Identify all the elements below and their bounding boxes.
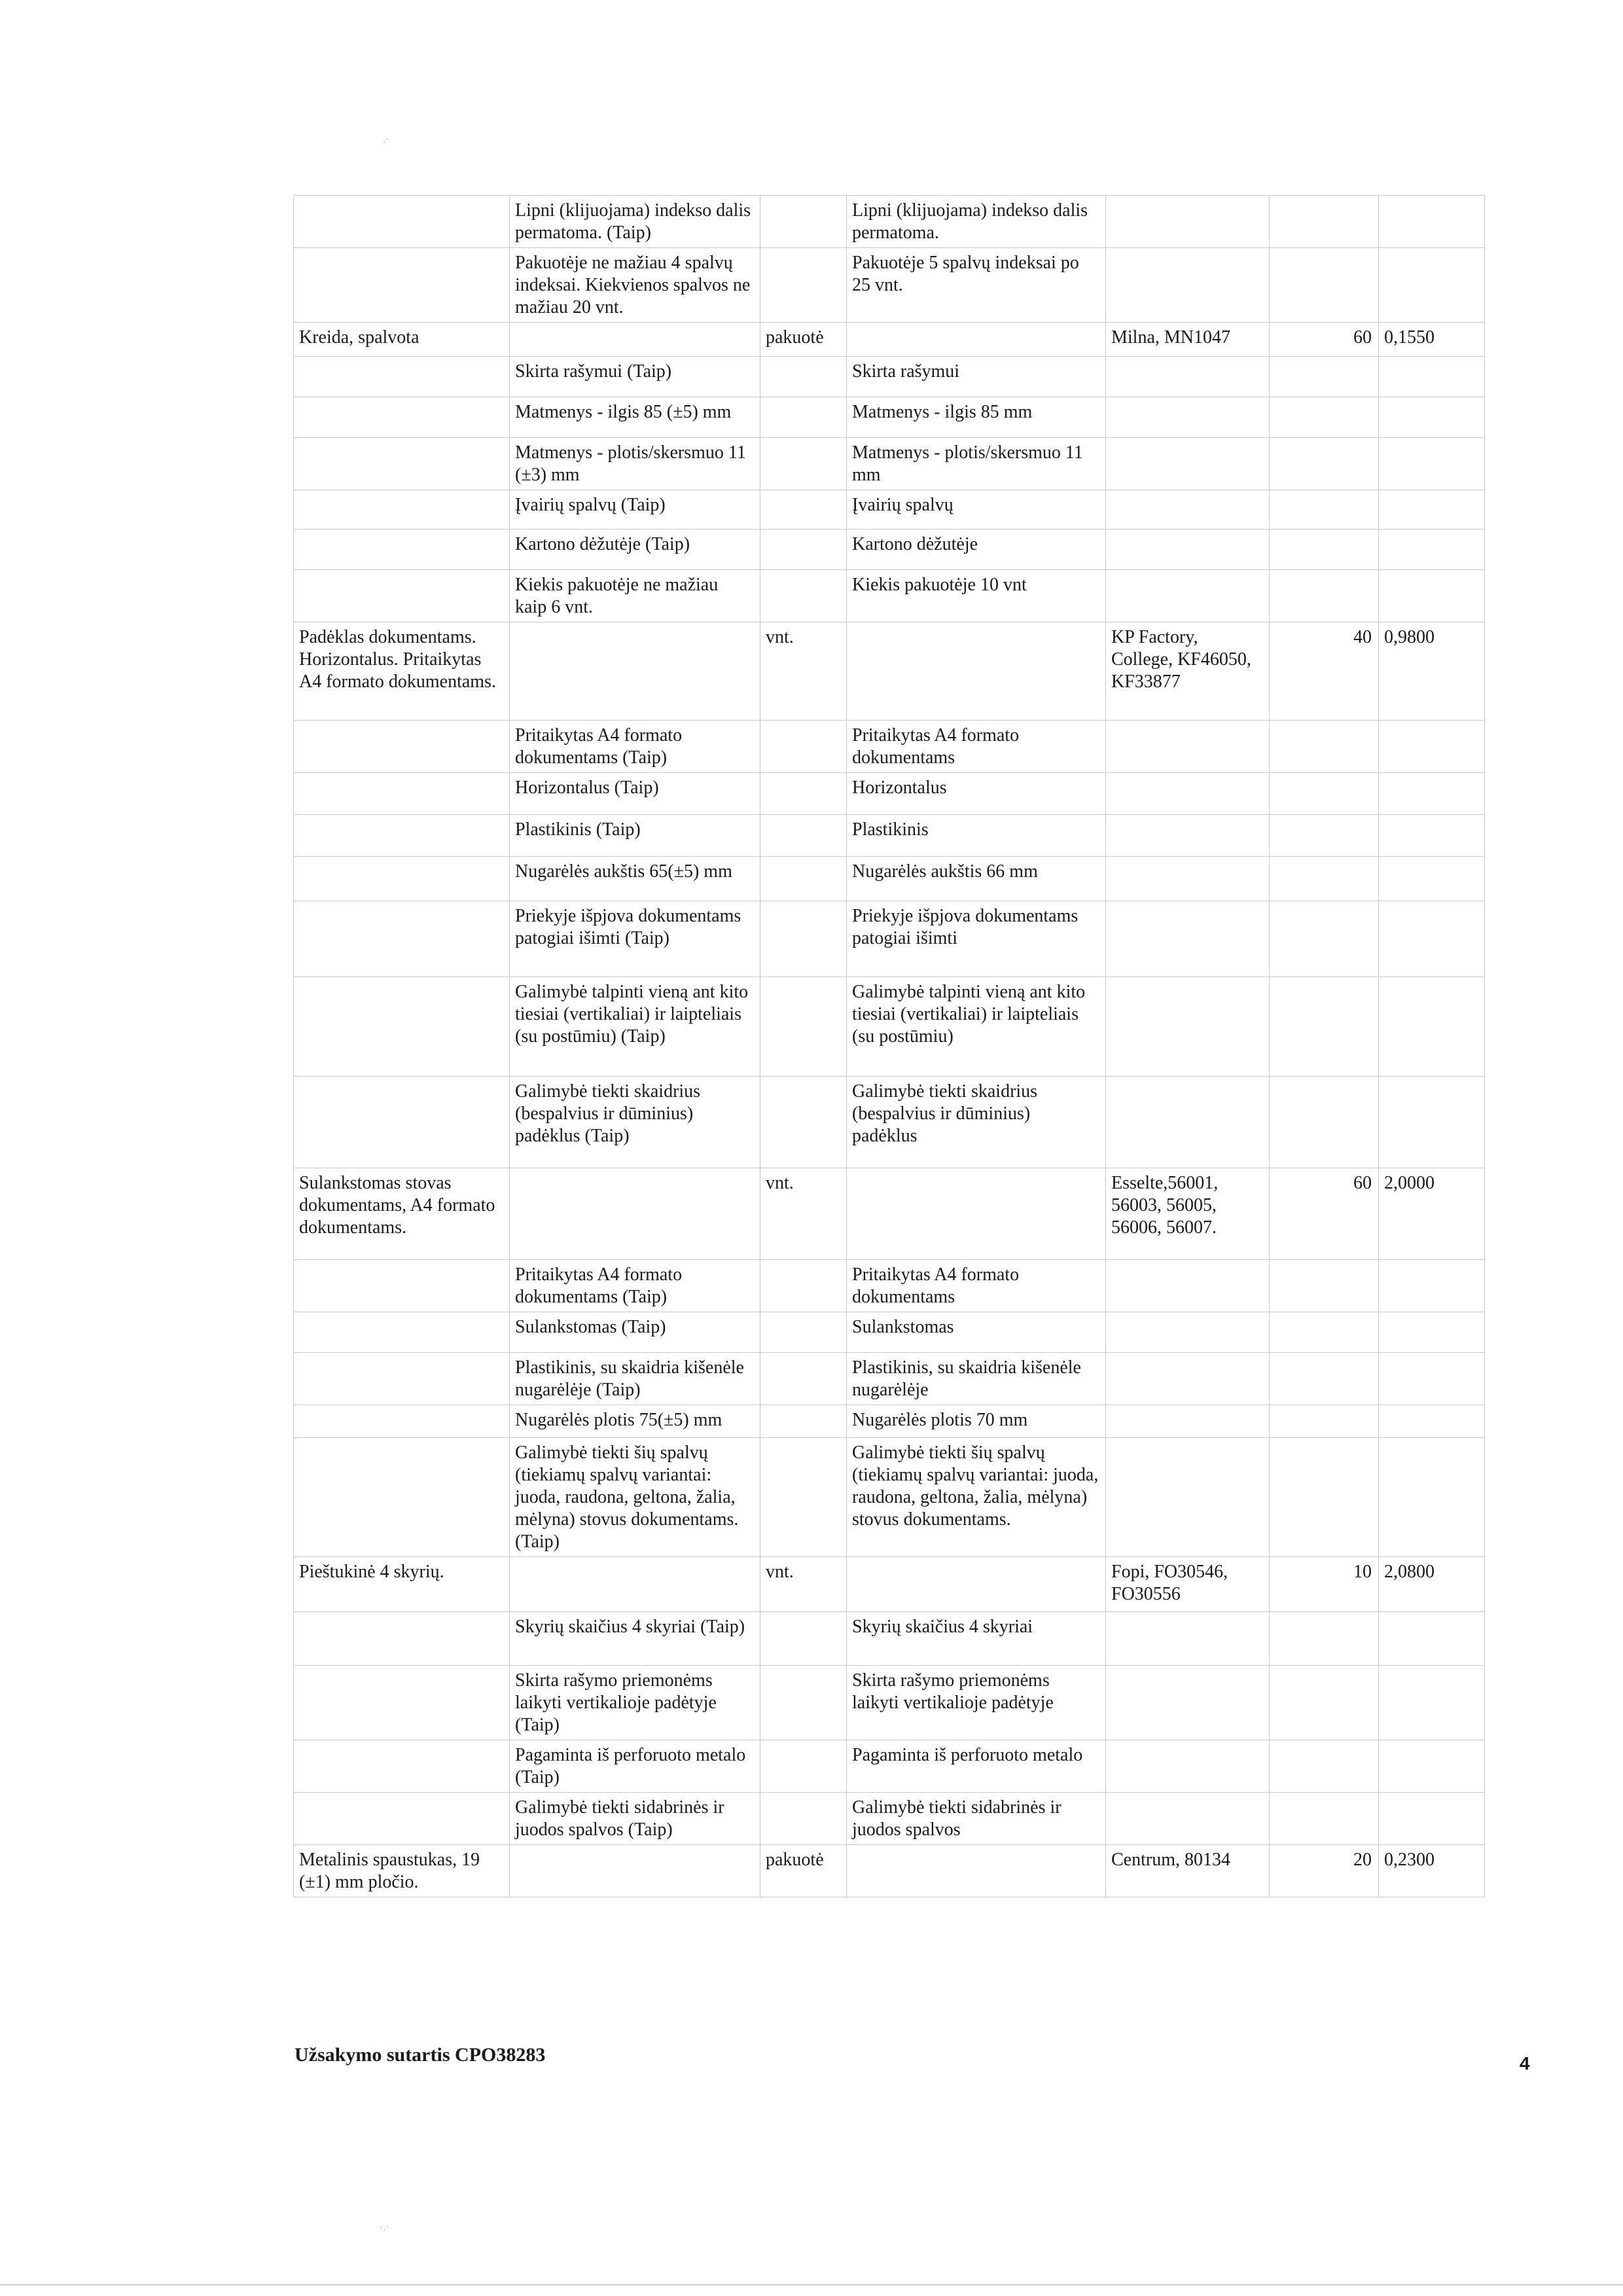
manufacturer-cell [1106, 721, 1270, 773]
offer-cell: Pagaminta iš perforuoto metalo [847, 1740, 1106, 1793]
table-row [294, 1353, 1485, 1405]
item-name-cell [294, 438, 510, 490]
unit-price-cell [1379, 438, 1485, 490]
unit-price-cell [1379, 857, 1485, 901]
unit-cell [760, 397, 847, 438]
offer-cell: Pakuotėje 5 spalvų indeksai po 25 vnt. [847, 248, 1106, 323]
table-row [294, 248, 1485, 323]
requirement-cell: Pritaikytas A4 formato dokumentams (Taip) [510, 721, 760, 773]
item-name-cell [294, 1312, 510, 1353]
unit-cell: pakuotė [760, 323, 847, 357]
requirement-cell: Matmenys - ilgis 85 (±5) mm [510, 397, 760, 438]
quantity-cell [1270, 1740, 1379, 1793]
requirement-cell: Skirta rašymo priemonėms laikyti vertikalioje padėtyje (Taip) [510, 1666, 760, 1740]
quantity-cell [1270, 570, 1379, 622]
manufacturer-cell [1106, 1077, 1270, 1168]
table-row [294, 721, 1485, 773]
item-name-cell [294, 248, 510, 323]
offer-cell: Nugarėlės plotis 70 mm [847, 1405, 1106, 1438]
manufacturer-cell [1106, 857, 1270, 901]
unit-cell [760, 857, 847, 901]
requirement-cell: Plastikinis, su skaidria kišenėle nugarėlėje (Taip) [510, 1353, 760, 1405]
unit-price-cell: 0,2300 [1379, 1845, 1485, 1897]
quantity-cell [1270, 1312, 1379, 1353]
requirement-cell: Galimybė tiekti sidabrinės ir juodos spalvos (Taip) [510, 1793, 760, 1845]
offer-cell: Horizontalus [847, 773, 1106, 815]
manufacturer-cell [1106, 1260, 1270, 1312]
requirement-cell: Skyrių skaičius 4 skyriai (Taip) [510, 1612, 760, 1666]
unit-cell [760, 1260, 847, 1312]
requirement-cell: Kartono dėžutėje (Taip) [510, 529, 760, 570]
item-name-cell [294, 1612, 510, 1666]
item-name-cell [294, 1438, 510, 1557]
offer-cell: Plastikinis [847, 815, 1106, 857]
table-row [294, 1666, 1485, 1740]
quantity-cell [1270, 977, 1379, 1077]
offer-cell: Sulankstomas [847, 1312, 1106, 1353]
requirement-cell [510, 622, 760, 721]
quantity-cell [1270, 815, 1379, 857]
specification-table [293, 195, 1485, 1897]
quantity-cell [1270, 1260, 1379, 1312]
unit-price-cell [1379, 1666, 1485, 1740]
requirement-cell [510, 1557, 760, 1612]
unit-price-cell [1379, 570, 1485, 622]
offer-cell: Matmenys - plotis/skersmuo 11 mm [847, 438, 1106, 490]
table-row [294, 622, 1485, 721]
unit-price-cell [1379, 1438, 1485, 1557]
unit-cell [760, 1353, 847, 1405]
requirement-cell: Kiekis pakuotėje ne mažiau kaip 6 vnt. [510, 570, 760, 622]
quantity-cell [1270, 357, 1379, 397]
unit-price-cell: 0,9800 [1379, 622, 1485, 721]
manufacturer-cell [1106, 196, 1270, 248]
requirement-cell: Nugarėlės plotis 75(±5) mm [510, 1405, 760, 1438]
table-row [294, 323, 1485, 357]
item-name-cell: Pieštukinė 4 skyrių. [294, 1557, 510, 1612]
item-name-cell: Sulankstomas stovas dokumentams, A4 formato dokumentams. [294, 1168, 510, 1260]
manufacturer-cell: Esselte,56001, 56003, 56005, 56006, 56007. [1106, 1168, 1270, 1260]
manufacturer-cell [1106, 438, 1270, 490]
table-row [294, 857, 1485, 901]
quantity-cell [1270, 248, 1379, 323]
table-row [294, 490, 1485, 529]
item-name-cell [294, 1353, 510, 1405]
requirement-cell: Plastikinis (Taip) [510, 815, 760, 857]
table-row [294, 397, 1485, 438]
manufacturer-cell [1106, 490, 1270, 529]
item-name-cell [294, 857, 510, 901]
item-name-cell [294, 1405, 510, 1438]
unit-cell [760, 1793, 847, 1845]
offer-cell: Nugarėlės aukštis 66 mm [847, 857, 1106, 901]
unit-cell [760, 248, 847, 323]
unit-cell [760, 490, 847, 529]
item-name-cell [294, 773, 510, 815]
unit-cell [760, 196, 847, 248]
unit-cell [760, 901, 847, 977]
requirement-cell: Horizontalus (Taip) [510, 773, 760, 815]
unit-price-cell [1379, 721, 1485, 773]
manufacturer-cell: Centrum, 80134 [1106, 1845, 1270, 1897]
requirement-cell: Sulankstomas (Taip) [510, 1312, 760, 1353]
offer-cell: Matmenys - ilgis 85 mm [847, 397, 1106, 438]
quantity-cell [1270, 1793, 1379, 1845]
unit-cell [760, 357, 847, 397]
requirement-cell: Lipni (klijuojama) indekso dalis permatoma. (Taip) [510, 196, 760, 248]
quantity-cell [1270, 529, 1379, 570]
offer-cell: Kartono dėžutėje [847, 529, 1106, 570]
page-number: 4 [1520, 2053, 1530, 2073]
table-row [294, 1845, 1485, 1897]
unit-price-cell [1379, 773, 1485, 815]
quantity-cell [1270, 1666, 1379, 1740]
unit-price-cell [1379, 977, 1485, 1077]
item-name-cell [294, 570, 510, 622]
offer-cell [847, 1845, 1106, 1897]
item-name-cell [294, 1260, 510, 1312]
manufacturer-cell [1106, 397, 1270, 438]
requirement-cell: Galimybė tiekti skaidrius (bespalvius ir dūminius) padėklus (Taip) [510, 1077, 760, 1168]
requirement-cell: Priekyje išpjova dokumentams patogiai išimti (Taip) [510, 901, 760, 977]
manufacturer-cell [1106, 1353, 1270, 1405]
quantity-cell: 60 [1270, 1168, 1379, 1260]
manufacturer-cell [1106, 815, 1270, 857]
item-name-cell [294, 1077, 510, 1168]
manufacturer-cell [1106, 1405, 1270, 1438]
requirement-cell: Skirta rašymui (Taip) [510, 357, 760, 397]
table-row [294, 438, 1485, 490]
unit-price-cell [1379, 397, 1485, 438]
offer-cell [847, 1557, 1106, 1612]
item-name-cell [294, 357, 510, 397]
requirement-cell: Pritaikytas A4 formato dokumentams (Taip) [510, 1260, 760, 1312]
quantity-cell [1270, 1405, 1379, 1438]
unit-cell: vnt. [760, 622, 847, 721]
table-row [294, 1793, 1485, 1845]
manufacturer-cell [1106, 1612, 1270, 1666]
unit-cell [760, 1612, 847, 1666]
table-row [294, 1557, 1485, 1612]
quantity-cell [1270, 397, 1379, 438]
offer-cell: Galimybė tiekti sidabrinės ir juodos spalvos [847, 1793, 1106, 1845]
quantity-cell: 20 [1270, 1845, 1379, 1897]
offer-cell: Galimybė talpinti vieną ant kito tiesiai (vertikaliai) ir laipteliais (su postūmiu) [847, 977, 1106, 1077]
scan-speck: .· [383, 134, 389, 145]
contract-title: Užsakymo sutartis CPO38283 [294, 2044, 546, 2066]
item-name-cell [294, 977, 510, 1077]
offer-cell: Pritaikytas A4 formato dokumentams [847, 721, 1106, 773]
item-name-cell [294, 901, 510, 977]
unit-price-cell [1379, 248, 1485, 323]
unit-price-cell [1379, 490, 1485, 529]
requirement-cell: Pakuotėje ne mažiau 4 spalvų indeksai. Kiekvienos spalvos ne mažiau 20 vnt. [510, 248, 760, 323]
table-row [294, 529, 1485, 570]
offer-cell [847, 323, 1106, 357]
manufacturer-cell [1106, 1312, 1270, 1353]
quantity-cell [1270, 721, 1379, 773]
table-body [294, 196, 1485, 1897]
requirement-cell [510, 1845, 760, 1897]
quantity-cell [1270, 1438, 1379, 1557]
unit-cell [760, 773, 847, 815]
table-row [294, 977, 1485, 1077]
offer-cell: Skyrių skaičius 4 skyriai [847, 1612, 1106, 1666]
unit-cell [760, 1312, 847, 1353]
quantity-cell [1270, 490, 1379, 529]
unit-cell [760, 1438, 847, 1557]
unit-cell [760, 1405, 847, 1438]
offer-cell: Skirta rašymo priemonėms laikyti vertikalioje padėtyje [847, 1666, 1106, 1740]
table-row [294, 1077, 1485, 1168]
manufacturer-cell [1106, 357, 1270, 397]
unit-cell [760, 1740, 847, 1793]
unit-price-cell [1379, 1793, 1485, 1845]
manufacturer-cell [1106, 248, 1270, 323]
quantity-cell: 10 [1270, 1557, 1379, 1612]
quantity-cell [1270, 901, 1379, 977]
quantity-cell [1270, 1353, 1379, 1405]
quantity-cell [1270, 438, 1379, 490]
unit-price-cell [1379, 1312, 1485, 1353]
table-row [294, 1260, 1485, 1312]
unit-cell: pakuotė [760, 1845, 847, 1897]
quantity-cell [1270, 1077, 1379, 1168]
requirement-cell: Įvairių spalvų (Taip) [510, 490, 760, 529]
item-name-cell [294, 490, 510, 529]
scan-speck: ·.· [380, 2222, 389, 2233]
manufacturer-cell [1106, 1740, 1270, 1793]
unit-cell [760, 721, 847, 773]
offer-cell: Kiekis pakuotėje 10 vnt [847, 570, 1106, 622]
item-name-cell [294, 397, 510, 438]
unit-price-cell: 2,0800 [1379, 1557, 1485, 1612]
requirement-cell: Nugarėlės aukštis 65(±5) mm [510, 857, 760, 901]
item-name-cell: Kreida, spalvota [294, 323, 510, 357]
unit-price-cell [1379, 1260, 1485, 1312]
table-row [294, 357, 1485, 397]
offer-cell: Galimybė tiekti skaidrius (bespalvius ir dūminius) padėklus [847, 1077, 1106, 1168]
item-name-cell [294, 1666, 510, 1740]
manufacturer-cell: KP Factory, College, KF46050, KF33877 [1106, 622, 1270, 721]
quantity-cell [1270, 1612, 1379, 1666]
requirement-cell: Pagaminta iš perforuoto metalo (Taip) [510, 1740, 760, 1793]
item-name-cell [294, 196, 510, 248]
table-row [294, 1168, 1485, 1260]
manufacturer-cell [1106, 529, 1270, 570]
offer-cell: Galimybė tiekti šių spalvų (tiekiamų spalvų variantai: juoda, raudona, geltona, žalia, mėlyna) stovus dokumentams. [847, 1438, 1106, 1557]
manufacturer-cell [1106, 1438, 1270, 1557]
offer-cell: Lipni (klijuojama) indekso dalis permatoma. [847, 196, 1106, 248]
scan-edge-line [0, 2284, 1623, 2286]
offer-cell: Skirta rašymui [847, 357, 1106, 397]
unit-cell [760, 1077, 847, 1168]
manufacturer-cell: Milna, MN1047 [1106, 323, 1270, 357]
quantity-cell: 60 [1270, 323, 1379, 357]
unit-cell: vnt. [760, 1168, 847, 1260]
unit-price-cell [1379, 1740, 1485, 1793]
table-row [294, 1612, 1485, 1666]
unit-price-cell [1379, 529, 1485, 570]
table-row [294, 1740, 1485, 1793]
quantity-cell [1270, 196, 1379, 248]
manufacturer-cell [1106, 901, 1270, 977]
manufacturer-cell [1106, 773, 1270, 815]
table-row [294, 196, 1485, 248]
unit-cell [760, 529, 847, 570]
unit-price-cell [1379, 1612, 1485, 1666]
item-name-cell: Padėklas dokumentams. Horizontalus. Pritaikytas A4 formato dokumentams. [294, 622, 510, 721]
item-name-cell [294, 815, 510, 857]
unit-price-cell: 0,1550 [1379, 323, 1485, 357]
unit-price-cell [1379, 357, 1485, 397]
unit-cell [760, 977, 847, 1077]
unit-price-cell [1379, 1353, 1485, 1405]
unit-price-cell [1379, 815, 1485, 857]
offer-cell: Įvairių spalvų [847, 490, 1106, 529]
offer-cell [847, 1168, 1106, 1260]
unit-price-cell [1379, 196, 1485, 248]
quantity-cell: 40 [1270, 622, 1379, 721]
item-name-cell: Metalinis spaustukas, 19 (±1) mm pločio. [294, 1845, 510, 1897]
table-row [294, 1312, 1485, 1353]
offer-cell [847, 622, 1106, 721]
table-row [294, 1438, 1485, 1557]
unit-cell [760, 438, 847, 490]
table-row [294, 815, 1485, 857]
table-row [294, 773, 1485, 815]
item-name-cell [294, 721, 510, 773]
unit-cell [760, 815, 847, 857]
offer-cell: Pritaikytas A4 formato dokumentams [847, 1260, 1106, 1312]
unit-price-cell [1379, 1405, 1485, 1438]
unit-cell: vnt. [760, 1557, 847, 1612]
unit-price-cell [1379, 1077, 1485, 1168]
requirement-cell [510, 1168, 760, 1260]
requirement-cell: Matmenys - plotis/skersmuo 11 (±3) mm [510, 438, 760, 490]
item-name-cell [294, 529, 510, 570]
offer-cell: Priekyje išpjova dokumentams patogiai išimti [847, 901, 1106, 977]
manufacturer-cell [1106, 1666, 1270, 1740]
requirement-cell: Galimybė talpinti vieną ant kito tiesiai (vertikaliai) ir laipteliais (su postūmiu) (Taip) [510, 977, 760, 1077]
requirement-cell: Galimybė tiekti šių spalvų (tiekiamų spalvų variantai: juoda, raudona, geltona, žalia, mėlyna) stovus dokumentams. (Taip) [510, 1438, 760, 1557]
offer-cell: Plastikinis, su skaidria kišenėle nugarėlėje [847, 1353, 1106, 1405]
manufacturer-cell [1106, 570, 1270, 622]
table-row [294, 1405, 1485, 1438]
item-name-cell [294, 1793, 510, 1845]
table-row [294, 570, 1485, 622]
manufacturer-cell [1106, 977, 1270, 1077]
unit-price-cell [1379, 901, 1485, 977]
requirement-cell [510, 323, 760, 357]
unit-cell [760, 1666, 847, 1740]
table-row [294, 901, 1485, 977]
quantity-cell [1270, 857, 1379, 901]
item-name-cell [294, 1740, 510, 1793]
quantity-cell [1270, 773, 1379, 815]
unit-cell [760, 570, 847, 622]
manufacturer-cell [1106, 1793, 1270, 1845]
manufacturer-cell: Fopi, FO30546, FO30556 [1106, 1557, 1270, 1612]
unit-price-cell: 2,0000 [1379, 1168, 1485, 1260]
